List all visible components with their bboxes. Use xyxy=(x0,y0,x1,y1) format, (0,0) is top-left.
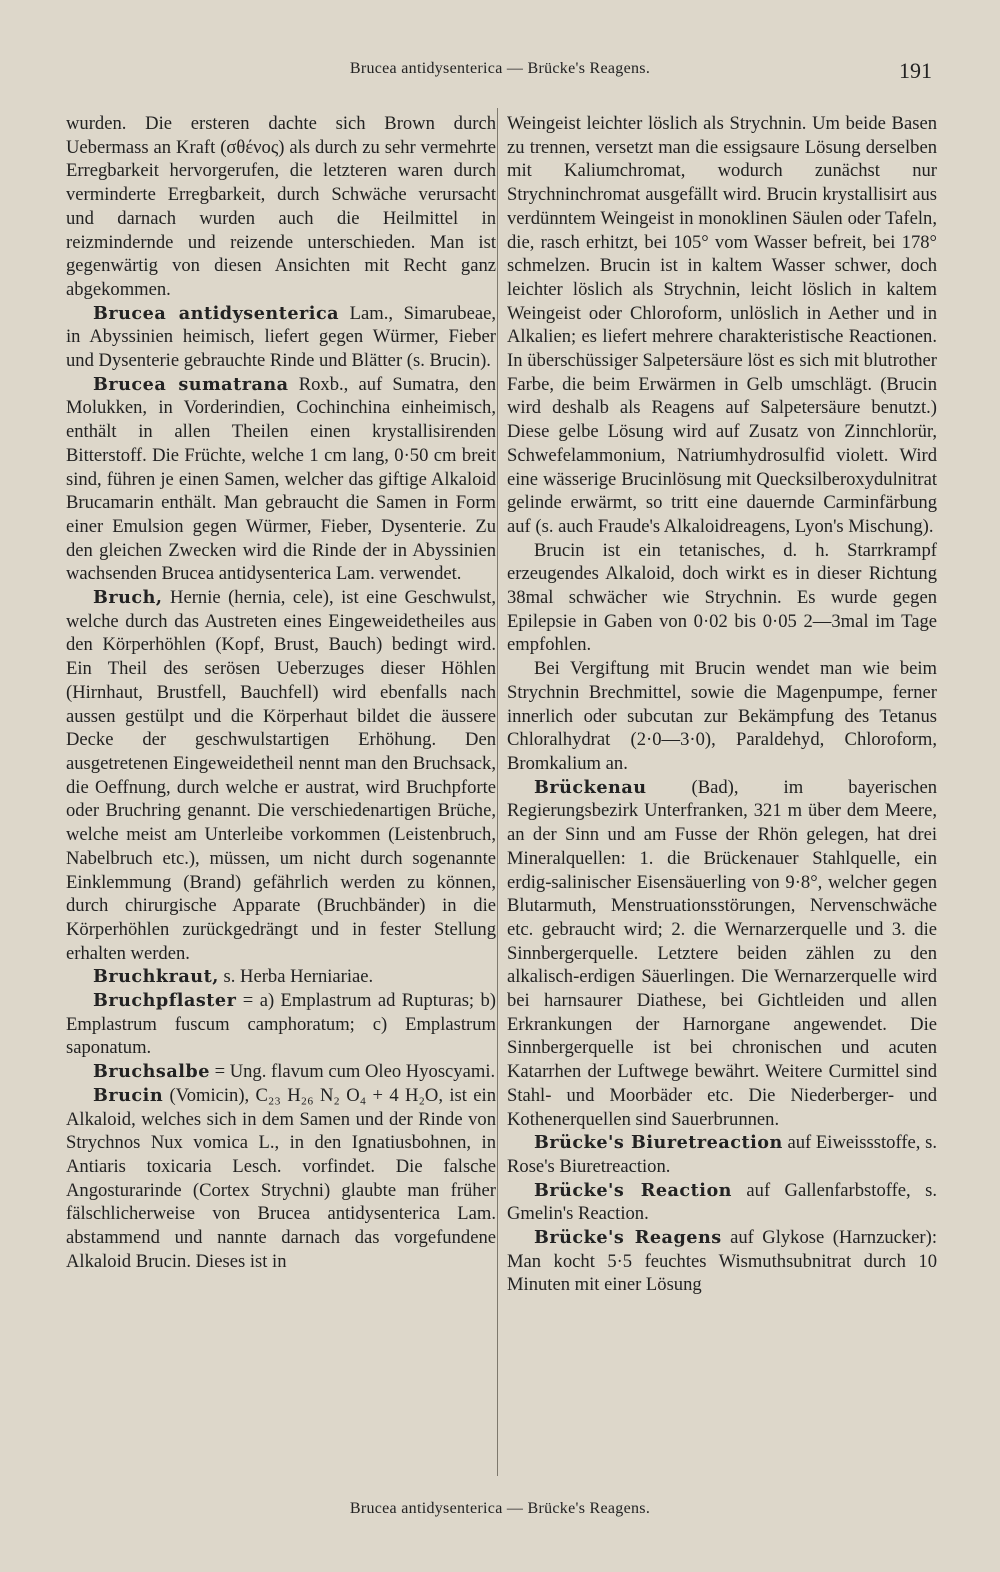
entry-brueckenau: Brückenau (Bad), im bayerischen Regierungsbezirk Unterfranken, 321 m über dem Meere, an der Sinn und am Fusse der Rhön gelegen, hat drei Mineralquellen: 1. die Brückenauer Stahlquelle, ein erdig-salinischer Eisensäuerling von 9·8°, welcher gegen Blutarmuth, Menstruationsstörungen, Nervenschwäche etc. gebraucht wird; 2. die Wernarzerquelle und 3. die Sinnbergerquelle. Letztere beiden zählen zu den alkalisch-erdigen Säuerlingen. Die Wernarzerquelle wird bei harnsaurer Diathese, bei Gichtleiden und allen Erkrankungen der Harnorgane angewendet. Die Sinnbergerquelle ist bei chronischen und acuten Katarrhen der Luftwege bewährt. Weitere Curmittel sind Stahl- und Moorbäder etc. Die Niederberger- und Kothenerquellen sind Sauerbrunnen. xyxy=(507,776,937,1130)
entry-headword: Brücke's Biuretreaction xyxy=(534,1132,783,1154)
entry-bruecke-reagens: Brücke's Reagens auf Glykose (Harnzucker): Man kocht 5·5 feuchtes Wismuthsubnitrat durch 10 Minuten mit einer Lösung xyxy=(507,1227,937,1296)
entry-brucea-sumatrana: Brucea sumatrana Roxb., auf Sumatra, den Molukken, in Vorderindien, Cochinchina einheimisch, enthält in allen Theilen einen krystallisirenden Bitterstoff. Die Früchte, welche 1 cm lang, 0·50 cm breit sind, führen je einen Samen, welcher das giftige Alkaloid Brucamarin enthält. Man gebraucht die Samen in Form einer Emulsion gegen Würmer, Fieber, Dysenterie. Zu den gleichen Zwecken wird die Rinde der in Abyssinien wachsenden Brucea antidysenterica Lam. verwendet. xyxy=(66,373,496,585)
entry-headword: Brücke's Reagens xyxy=(534,1227,722,1249)
running-footer: Brucea antidysenterica — Brücke's Reagens. xyxy=(349,1500,651,1517)
entry-headword: Brucea sumatrana xyxy=(93,373,289,395)
entry-headword: Bruchsalbe xyxy=(93,1061,210,1083)
entry-headword: Brückenau xyxy=(534,776,647,798)
entry-bruchpflaster: Bruchpflaster = a) Emplastrum ad Rupturas; b) Emplastrum fuscum camphoratum; c) Emplastrum saponatum. xyxy=(66,990,496,1059)
entry-paragraph: wurden. Die ersteren dachte sich Brown durch Uebermass an Kraft (σθένος) als durch zu sehr vermehrte Erregbarkeit hervorgerufen, die letzteren waren durch verminderte Erregbarkeit, durch Schwäche verursacht und darnach wurden auch die Heilmittel in reizmindernde und reizende unterschieden. Man ist gegenwärtig von diesen Ansichten mit Recht ganz abgekommen. xyxy=(66,113,496,300)
left-column xyxy=(66,112,496,1273)
entry-brucea-antidysenterica: Brucea antidysenterica Lam., Simarubeae, in Abyssinien heimisch, liefert gegen Würmer, Fieber und Dysenterie gebrauchte Rinde und Blätter (s. Brucin). xyxy=(66,302,496,372)
entry-paragraph: Bei Vergiftung mit Brucin wendet man wie beim Strychnin Brechmittel, sowie die Magenpumpe, ferner innerlich oder subcutan zur Bekämpfung des Tetanus Chloralhydrat (2·0—3·0), Paraldehyd, Chloroform, Bromkalium an. xyxy=(507,658,937,774)
running-header: Brucea antidysenterica — Brücke's Reagens. xyxy=(349,60,651,77)
entry-brucin: Brucin (Vomicin), C₂₃ H₂₆ N₂ O₄ + 4 H₂O, ist ein Alkaloid, welches sich in dem Samen und der Rinde von Strychnos Nux vomica L., in den Ignatiusbohnen, in Antiaris toxicaria Lesch. vorfindet. Die falsche Angosturarinde (Cortex Strychni) glaubte man früher fälschlicherweise von Brucea antidysenterica Lam. abstammend und nannte darnach das vorgefundene Alkaloid Brucin. Dieses ist in xyxy=(66,1084,496,1272)
right-column xyxy=(507,112,937,1297)
entry-headword: Bruchkraut, xyxy=(93,966,219,988)
entry-bruecke-biuretreaction: Brücke's Biuretreaction auf Eiweissstoffe, s. Rose's Biuretreaction. xyxy=(507,1132,937,1177)
entry-paragraph: Brucin ist ein tetanisches, d. h. Starrkrampf erzeugendes Alkaloid, doch wirkt es in dieser Richtung 38mal schwächer wie Strychnin. Es wurde gegen Epilepsie in Gaben von 0·02 bis 0·05 2—3mal im Tage empfohlen. xyxy=(507,539,937,656)
entry-bruchsalbe: Bruchsalbe = Ung. flavum cum Oleo Hyoscyami. xyxy=(93,1061,496,1083)
entry-bruecke-reaction: Brücke's Reaction auf Gallenfarbstoffe, s. Gmelin's Reaction. xyxy=(507,1179,937,1225)
entry-headword: Bruch, xyxy=(93,587,163,609)
entry-headword: Brucin xyxy=(93,1084,164,1106)
entry-paragraph: Weingeist leichter löslich als Strychnin. Um beide Basen zu trennen, versetzt man die essigsaure Lösung derselben mit Kaliumchromat, wodurch zunächst nur Strychninchromat ausgefällt wird. Brucin krystallisirt aus verdünntem Weingeist in monoklinen Säulen oder Tafeln, die, rasch erhitzt, bei 105° vom Wasser befreit, bei 178° schmelzen. Brucin ist in kaltem Wasser schwer, doch leichter löslich als Strychnin, leicht löslich in kaltem Weingeist oder Chloroform, unlöslich in Aether und in Alkalien; es liefert mehrere charakteristische Reactionen. In überschüssiger Salpetersäure löst es sich mit blutrother Farbe, die beim Erwärmen in Gelb umschlägt. (Brucin wird deshalb als Reagens auf Salpetersäure benutzt.) Diese gelbe Lösung wird auf Zusatz von Zinnchlorür, Schwefelammonium, Natriumhydrosulfid violett. Wird eine wässerige Brucinlösung mit Quecksilberoxydulnitrat gelinde erwärmt, so tritt eine dauernde Carminfärbung auf (s. auch Fraude's Alkaloidreagens, Lyon's Mischung). xyxy=(507,113,937,537)
column-divider xyxy=(497,108,498,1476)
entry-headword: Brucea antidysenterica xyxy=(93,302,340,324)
entry-headword: Brücke's Reaction xyxy=(534,1179,732,1201)
page-number: 191 xyxy=(899,58,932,83)
entry-headword: Bruchpflaster xyxy=(93,990,237,1012)
entry-bruchkraut: Bruchkraut, s. Herba Herniariae. xyxy=(93,966,374,988)
entry-bruch: Bruch, Hernie (hernia, cele), ist eine Geschwulst, welche durch das Austreten eines Eingeweidetheiles aus den Körperhöhlen (Kopf, Brust, Bauch) bedingt wird. Ein Theil des serösen Ueberzuges dieser Höhlen (Hirnhaut, Brustfell, Bauchfell) wird ebenfalls nach aussen gestülpt und die Körperhaut bildet die äussere Decke der geschwulstartigen Erhöhung. Den ausgetretenen Eingeweidetheil nennt man den Bruchsack, die Oeffnung, durch welche er austrat, wird Bruchpforte oder Bruchring genannt. Die verschiedenartigen Brüche, welche meist am Unterleibe vorkommen (Leistenbruch, Nabelbruch etc.), müssen, um nicht durch sogenannte Einklemmung (Brand) gefährlich werden zu können, durch chirurgische Apparate (Bruchbänder) in die Körperhöhlen zurückgedrängt und in fester Stellung erhalten werden. xyxy=(66,587,496,964)
